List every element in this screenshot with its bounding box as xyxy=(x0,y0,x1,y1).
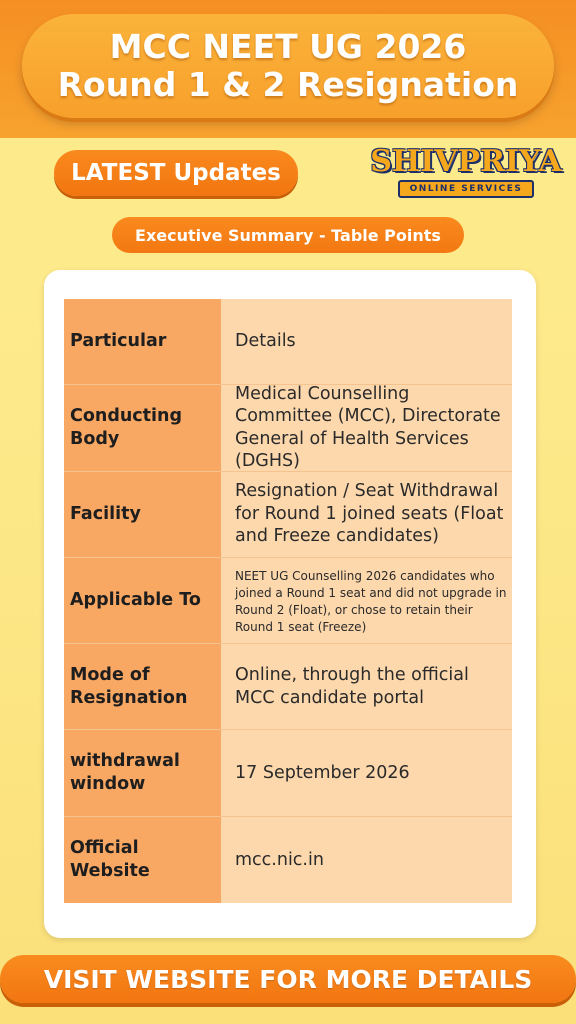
table-row xyxy=(64,558,512,644)
table-key-cell: Facility xyxy=(64,472,221,557)
page-title-line-1: MCC NEET UG 2026 xyxy=(109,27,467,66)
table-row xyxy=(64,472,512,558)
executive-summary-badge: Executive Summary - Table Points xyxy=(112,217,464,253)
table-value-cell: Medical Counselling Committee (MCC), Directorate General of Health Services (DGHS) xyxy=(221,385,512,470)
summary-table xyxy=(64,299,512,903)
table-row xyxy=(64,644,512,730)
table-key-cell: withdrawal window xyxy=(64,730,221,815)
official-website-link[interactable]: mcc.nic.in xyxy=(221,817,512,903)
table-key-cell: Official Website xyxy=(64,817,221,903)
brand-logo-name: SHIVPRIYA xyxy=(370,144,562,179)
table-row xyxy=(64,730,512,816)
table-value-cell: 17 September 2026 xyxy=(221,730,512,815)
table-value-cell: NEET UG Counselling 2026 candidates who joined a Round 1 seat and did not upgrade in Round 2 (Float), or chose to retain their Round 1 seat (Freeze) xyxy=(221,558,512,643)
brand-logo xyxy=(370,144,562,200)
table-value-cell: Online, through the official MCC candidate portal xyxy=(221,644,512,729)
table-key-cell: Particular xyxy=(64,299,221,384)
page-title xyxy=(22,14,554,118)
table-key-cell: Mode of Resignation xyxy=(64,644,221,729)
page-title-line-2: Round 1 & 2 Resignation xyxy=(57,65,519,104)
latest-updates-badge: LATEST Updates xyxy=(54,150,298,196)
brand-logo-tagline: ONLINE SERVICES xyxy=(398,180,535,198)
table-value-cell: Details xyxy=(221,299,512,384)
visit-website-button[interactable]: VISIT WEBSITE FOR MORE DETAILS xyxy=(0,955,576,1003)
table-value-cell: Resignation / Seat Withdrawal for Round 1 joined seats (Float and Freeze candidates) xyxy=(221,472,512,557)
table-key-cell: Conducting Body xyxy=(64,385,221,470)
table-row xyxy=(64,817,512,903)
table-key-cell: Applicable To xyxy=(64,558,221,643)
table-row xyxy=(64,385,512,471)
table-row xyxy=(64,299,512,385)
